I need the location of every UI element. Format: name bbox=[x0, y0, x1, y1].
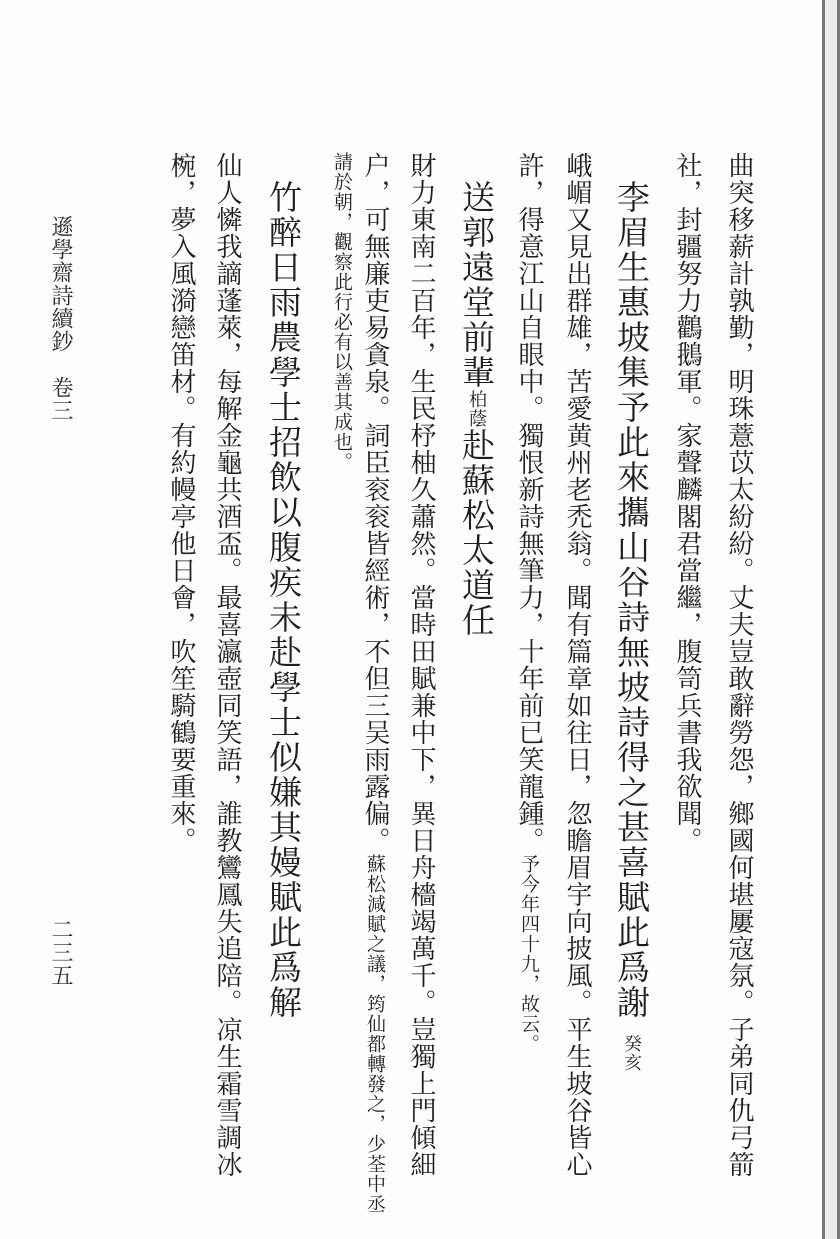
scrollbar-thumb[interactable] bbox=[825, 0, 837, 1239]
inline-note: 予今年四十九，故云。 bbox=[518, 854, 540, 1054]
text-column-4: 峨嵋又見出群雄，苦愛黄州老禿翁。聞有篇章如往日，忽瞻眉宇向披風。平生坡谷皆心 bbox=[562, 152, 592, 1178]
page-number: 二三五 bbox=[48, 918, 73, 987]
poem-title-text: 李眉生惠坡集予此來攜山谷詩無坡詩得之甚喜賦此爲謝 bbox=[612, 180, 651, 1020]
note-column-9: 請於朝，觀察此行必有以善其成也。 bbox=[331, 152, 353, 472]
text-column-2: 社，封疆努力鸛鵝軍。家聲麟閣君當繼，腹笥兵書我欲聞。 bbox=[672, 152, 702, 854]
poem-title-note: 癸亥 bbox=[621, 1034, 642, 1072]
poem-title-1 bbox=[613, 180, 649, 1072]
vertical-scrollbar[interactable] bbox=[822, 0, 840, 1239]
poem-title-note: 柏蔭 bbox=[466, 390, 487, 428]
poem-title-2 bbox=[458, 180, 494, 638]
text-column-11: 仙人憐我謫蓬萊，每解金龜共酒盃。最喜瀛壺同笑語，誰教鸞鳳失追陪。凉生霜雪調冰 bbox=[212, 152, 242, 1178]
inline-note: 蘇松減賦之議，筠仙都轉發之，少荃中丞 bbox=[364, 854, 386, 1214]
verse-text: 許，得意江山自眼中。獨恨新詩無筆力，十年前已笑龍鍾。 bbox=[514, 152, 544, 854]
poem-title-text-a: 送郭遠堂前輩 bbox=[457, 180, 496, 390]
poem-title-text-b: 赴蘇松太道任 bbox=[457, 428, 496, 638]
verse-text: 户，可無廉吏易貪泉。詞臣衮衮皆經術，不但三吴雨露偏。 bbox=[360, 152, 390, 854]
text-column-5 bbox=[514, 152, 544, 1054]
text-column-7: 財力東南二百年，生民杼柚久蕭然。當時田賦兼中下，異日舟檣竭萬千。豈獨上門傾細 bbox=[406, 152, 436, 1178]
text-column-8 bbox=[360, 152, 390, 1214]
running-header-title: 遜學齋詩續鈔 卷三 bbox=[48, 215, 73, 422]
text-column-12: 椀，夢入風漪戀笛材。有約幔亭他日會，吹笙騎鶴要重來。 bbox=[166, 152, 196, 854]
poem-title-3: 竹醉日雨農學士招飲以腹疾未赴學士似嫌其嫚賦此爲解 bbox=[264, 180, 303, 1020]
text-column-1: 曲突移薪計孰勤，明珠薏苡太紛紛。丈夫豈敢辭勞怨，鄉國何堪屢寇氛。子弟同仇弓箭 bbox=[724, 152, 754, 1178]
